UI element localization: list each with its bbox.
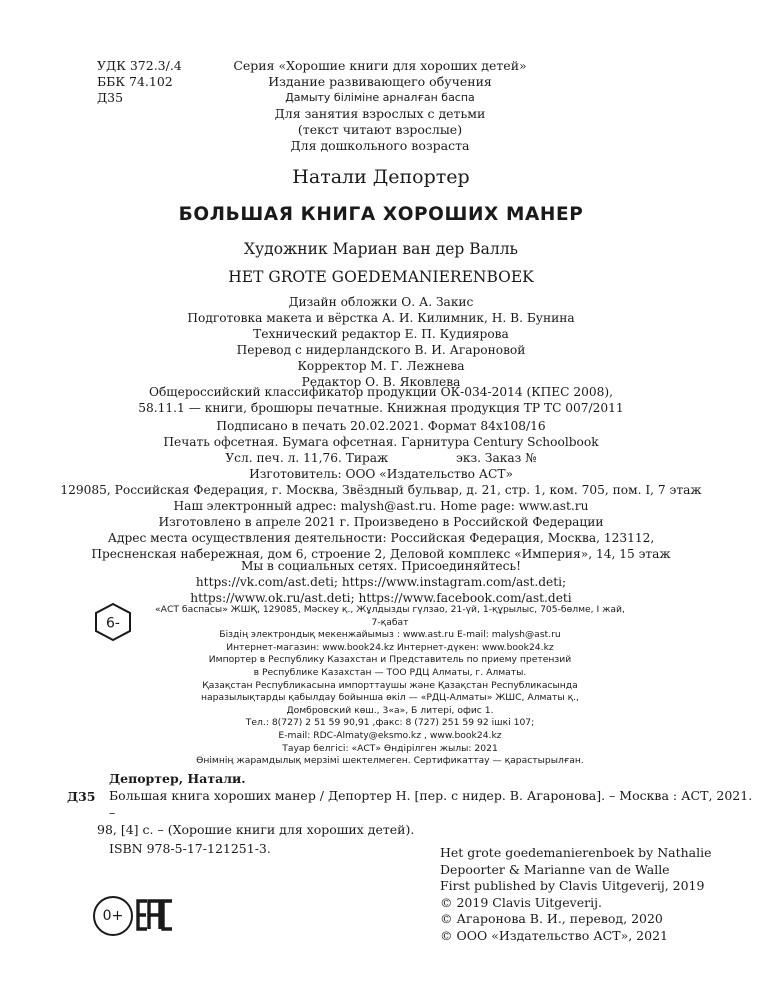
book-artist: Художник Мариан ван дер Валль [244, 240, 518, 258]
copyright-line: © Агаронова В. И., перевод, 2020 [440, 911, 663, 926]
copyright-line: Depoorter & Marianne van de Walle [440, 861, 670, 877]
kz-line: Өнімнің жарамдылық мерзімі шектелмеген. Сертификаттау — қарастырылған. [196, 755, 584, 767]
age-rating-6-icon [93, 602, 133, 642]
biblio-isbn: ISBN 978-5-17-121251-3. [109, 841, 271, 856]
credit-line: Подготовка макета и вёрстка А. И. Килимник, Н. В. Бунина [187, 311, 575, 325]
series-line-kz: Дамыту біліміне арналған баспа [285, 91, 475, 104]
social-line: https://vk.com/ast.deti; https://www.instagram.com/ast.deti; [195, 575, 567, 589]
print-run-label: Усл. печ. л. 11,76. Тираж [225, 451, 389, 465]
original-title: HET GROTE GOEDEMANIERENBOEK [228, 268, 534, 286]
kz-line: Тауар белгісі: «АСТ» Өндірілген жылы: 2021 [282, 742, 498, 754]
manufacturer-line: Изготовлено в апреле 2021 г. Произведено в Российской Федерации [158, 515, 604, 529]
credit-line: Дизайн обложки О. А. Закис [288, 295, 474, 309]
series-info [230, 58, 530, 154]
manufacturer-line: Адрес места осуществления деятельности: Российская Федерация, Москва, 123112, [107, 531, 655, 545]
book-title: БОЛЬШАЯ КНИГА ХОРОШИХ МАНЕР [178, 204, 584, 225]
social-line: https://www.ok.ru/ast.deti; https://www.facebook.com/ast.deti [190, 591, 572, 605]
series-line: Для дошкольного возраста [290, 138, 470, 153]
credit-line: Корректор М. Г. Лежнева [297, 359, 465, 373]
udk-code: УДК 372.3/.4 [97, 58, 182, 73]
kz-line: Қазақстан Республикасына импорттаушы және Қазақстан Республикасында [202, 679, 578, 691]
social-line: Мы в социальных сетях. Присоединяйтесь! [240, 559, 522, 573]
biblio-line: Большая книга хороших манер / Депортер Н. [пер. с нидер. В. Агаронова]. – Москва : АСТ, 2021. – [109, 788, 753, 820]
credit-line: Технический редактор Е. П. Кудиярова [253, 327, 509, 341]
kz-line: «АСТ баспасы» ЖШҚ, 129085, Мәскеу қ., Жұлдызды гүлзао, 21-үй, 1-құрылыс, 705-бөлме, I жай, 7-қабат [155, 604, 625, 628]
kz-line: наразылықтарды қабылдау бойынша өкіл — «РДЦ-Алматы» ЖШС, Алматы қ., [201, 692, 579, 704]
credit-line: Редактор О. В. Яковлева [301, 375, 461, 389]
copyright-line: © ООО «Издательство АСТ», 2021 [440, 927, 668, 943]
kazakh-info-block [150, 604, 630, 768]
manufacturer-line: Пресненская набережная, дом 6, строение 2, Деловой комплекс «Империя», 14, 15 этаж [91, 547, 671, 561]
copyright-block [440, 845, 712, 944]
print-line: Печать офсетная. Бумага офсетная. Гарнитура Century Schoolbook [163, 435, 599, 449]
manufacturer-line: Наш электронный адрес: malysh@ast.ru. Home page: www.ast.ru [173, 499, 589, 513]
social-block [0, 558, 762, 606]
author-mark: Д35 [97, 90, 124, 105]
classification-codes [97, 58, 182, 106]
book-author: Натали Депортер [292, 166, 470, 188]
kz-line: в Республике Казахстан — ТОО РДЦ Алматы, г. Алматы. [253, 666, 527, 678]
print-line: Подписано в печать 20.02.2021. Формат 84x108/16 [216, 419, 546, 433]
copyright-line: Het grote goedemanierenboek by Nathalie [440, 845, 712, 860]
bbk-code: ББК 74.102 [97, 74, 173, 89]
eac-mark-icon [136, 898, 174, 932]
classifier-block [0, 384, 762, 416]
kz-line: Импортер в Республику Казахстан и Представитель по приему претензий [208, 654, 572, 666]
manufacturer-line: Изготовитель: ООО «Издательство АСТ» [249, 467, 513, 481]
print-block [0, 418, 762, 466]
age-rating-0-icon: 0+ [93, 896, 133, 936]
series-line: Для занятия взрослых с детьми [274, 106, 486, 121]
kz-line: Интернет-магазин: www.book24.kz Интернет-дүкен: www.book24.kz [226, 641, 554, 653]
kz-line: Біздің электрондық мекенжайымыз : www.ast.ru E-mail: malysh@ast.ru [219, 629, 561, 641]
series-line: Серия «Хорошие книги для хороших детей» [233, 58, 527, 73]
order-label: экз. Заказ № [456, 451, 537, 465]
classifier-line: Общероссийский классификатор продукции ОК-034-2014 (КПЕС 2008), [148, 385, 614, 399]
kz-line: E-mail: RDC-Almaty@eksmo.kz , www.book24.kz [278, 729, 502, 741]
credit-line: Перевод с нидерландского В. И. Агароновой [236, 343, 526, 357]
manufacturer-line: 129085, Российская Федерация, г. Москва, Звёздный бульвар, д. 21, стр. 1, ком. 705, пом. I, 7 этаж [60, 483, 702, 497]
kz-line: Домбровский көш., 3«а», Б литері, офис 1. [286, 704, 494, 716]
classifier-line: 58.11.1 — книги, брошюры печатные. Книжная продукция ТР ТС 007/2011 [138, 401, 624, 415]
biblio-author: Депортер, Натали. [109, 771, 246, 786]
copyright-line: First published by Clavis Uitgeverij, 2019 [440, 878, 705, 893]
biblio-code: Д35 [67, 789, 96, 804]
print-line-3 [0, 450, 762, 466]
age-rating-6-text: 6- [106, 615, 120, 632]
copyright-line: © 2019 Clavis Uitgeverij. [440, 894, 602, 910]
series-line: (текст читают взрослые) [297, 122, 463, 137]
manufacturer-block [0, 466, 762, 562]
series-line: Издание развивающего обучения [268, 74, 492, 89]
bibliography-record [67, 770, 762, 857]
kz-line: Тел.: 8(727) 2 51 59 90,91 ,факс: 8 (727) 251 59 92 ішкі 107; [245, 717, 535, 729]
biblio-line: 98, [4] с. – (Хорошие книги для хороших детей). [97, 822, 415, 837]
credits-block [0, 294, 762, 390]
